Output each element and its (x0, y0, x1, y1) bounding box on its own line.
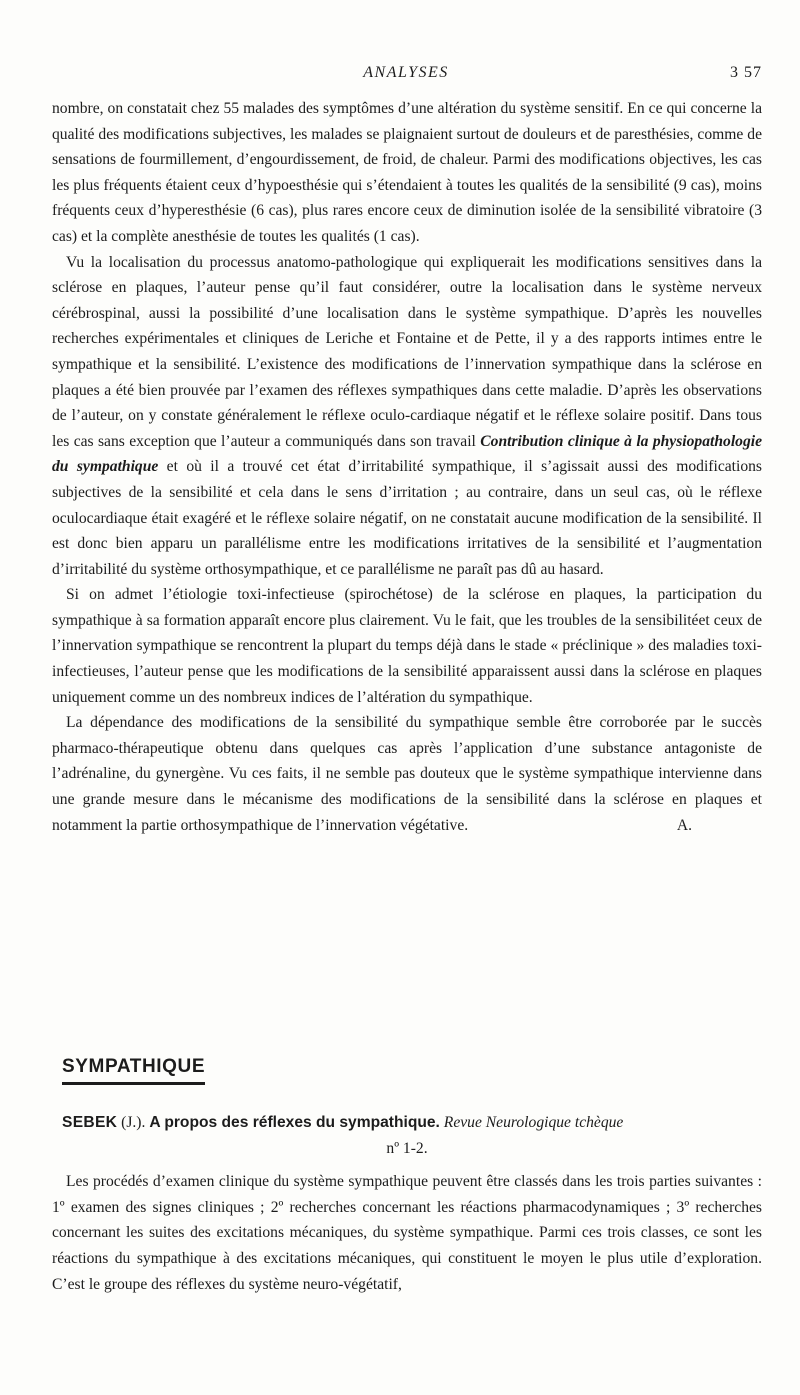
review-journal: Revue Neurologique tchèque (443, 1114, 624, 1131)
review-title: A propos des réflexes du sympathique. (149, 1114, 440, 1131)
author-signature: A. (676, 816, 692, 834)
article-paragraph (52, 250, 762, 583)
review-issue: nº 1-2. (386, 1139, 428, 1157)
article-paragraph: Si on admet l’étiologie toxi-infectieuse (spirochétose) de la sclérose en plaques, la participation du sympathique à sa formation apparaît encore plus clairement. Vu le fait, que les troubles de la sensibilitéet ceux de l’innervation sympathique se rencontrent la plupart du temps déjà dans le stade « préclinique » des maladies toxi-infectieuses, l’auteur pense que les modifications de la sensibilité apparaissent aussi dans la sclérose en plaques uniquement comme un des nombreux indices de l’altération du sympathique. (52, 586, 762, 706)
running-title: ANALYSES (363, 64, 449, 81)
article-paragraph (52, 710, 762, 838)
article-body (52, 96, 762, 838)
article-text: La dépendance des modifications de la sensibilité du sympathique semble être corroborée par le succès pharmaco-thérapeutique obtenu dans quelques cas après l’application d’une substance antagoniste de l’adrénaline, du gynergène. Vu ces faits, il ne semble pas douteux que le système sympathique intervienne dans une grande mesure dans le mécanisme des modifications de la sensibilité dans la sclérose en plaques et notamment la partie orthosympathique de l’innervation végétative. (52, 714, 762, 834)
article-paragraph: nombre, on constatait chez 55 malades des symptômes d’une altération du système sensitif. En ce qui concerne la qualité des modifications subjectives, les malades se plaignaient surtout de douleurs et de paresthésies, comme de sensations de fourmillement, d’engourdissement, de froid, de chaleur. Parmi des modifications objectives, les cas les plus fréquents étaient ceux d’hypoesthésie qui s’étendaient à toutes les qualités de la sensibilité (9 cas), moins fréquents ceux d’hyperesthésie (6 cas), plus rares encore ceux de diminution isolée de la sensibilité vibratoire (3 cas) et la complète anesthésie de toutes les qualités (1 cas). (52, 100, 762, 245)
running-header (50, 64, 762, 88)
page-number: 3 57 (730, 64, 762, 81)
review-reference (52, 1110, 762, 1136)
article-text: Vu la localisation du processus anatomo-pathologique qui expliquerait les modifications sensitives dans la sclérose en plaques, l’auteur pense qu’il faut considérer, outre la localisation dans le système nerveux cérébrospinal, aussi la possibilité d’une localisation dans le système sympathique. D’après les nouvelles recherches expérimentales et cliniques de Leriche et Fontaine et de Pette, il y a des rapports intimes entre le sympathique et la sensibilité. L’existence des modifications de l’innervation sympathique dans la sclérose en plaques a été bien prouvée par l’examen des réflexes sympathiques dans cette maladie. D’après les observations de l’auteur, on y constate généralement le réflexe oculo-cardiaque négatif et le réflexe solaire positif. Dans tous les cas sans exception que l’auteur a communiqués dans son travail (52, 253, 762, 450)
article-text: et où il a trouvé cet état d’irritabilité sympathique, il s’agissait aussi des modifications subjectives de la sensibilité et cela dans le sens d’irritation ; au contraire, dans un seul cas, où le réflexe oculocardiaque était exagéré et le réflexe solaire négatif, on ne constatait aucune modification de la sensibilité. Il est donc bien apparu un parallélisme entre les modifications irritatives de la sensibilité et l’augmentation d’irritabilité du système orthosympathique, et ce parallélisme ne paraît pas dû au hasard. (52, 458, 762, 578)
review-entry (52, 1110, 762, 1297)
cited-work-title: Contribution clinique à la physiopathologie du sympathique (52, 432, 763, 476)
review-paragraph: Les procédés d’examen clinique du système sympathique peuvent être classés dans les trois parties suivantes : 1º examen des signes cliniques ; 2º recherches concernant les réactions pharmacodynamiques ; 3º recherches concernant les suites des excitations mécaniques, du système sympathique. Parmi ces trois classes, ce sont les réactions du sympathique à des excitations mécaniques, qui constituent le moyen le plus utile d’exploration. C’est le groupe des réflexes du système neuro-végétatif, (52, 1173, 762, 1293)
review-author-initial: (J.). (121, 1114, 146, 1131)
review-author: SEBEK (62, 1114, 118, 1131)
review-body (52, 1169, 762, 1297)
section-heading: SYMPATHIQUE (62, 1056, 205, 1085)
